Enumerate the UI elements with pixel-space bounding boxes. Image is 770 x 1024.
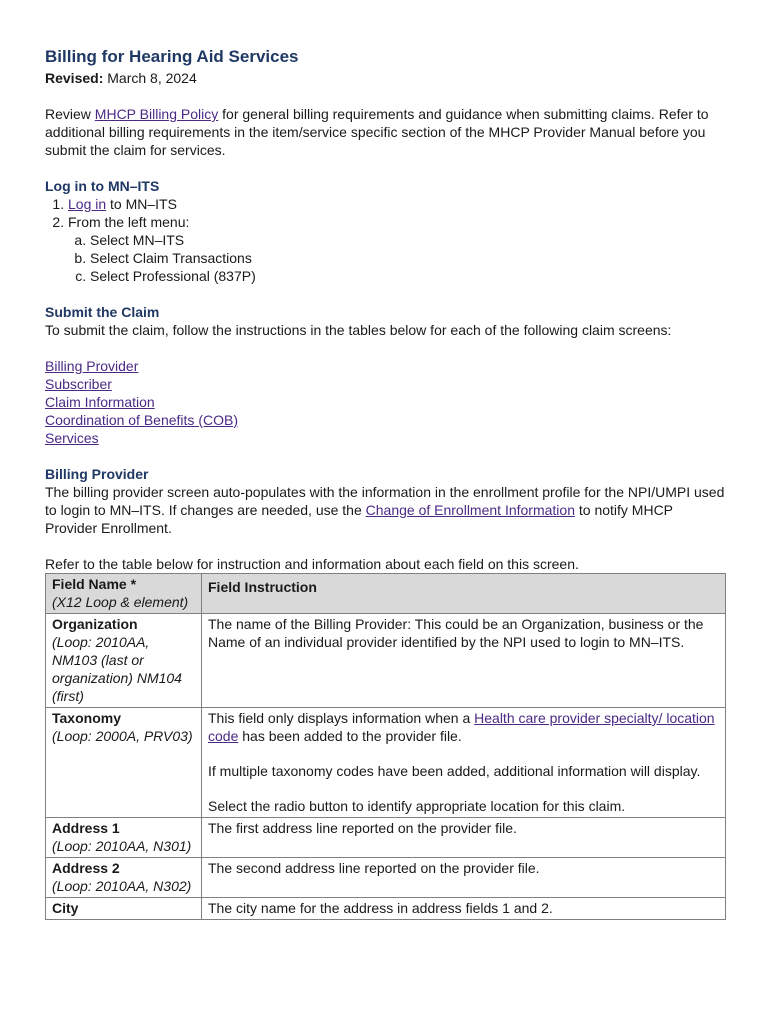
claim-screen-links (45, 357, 725, 447)
taxonomy-text-pre: This field only displays information when a (208, 710, 475, 726)
login-step-1 (68, 195, 725, 213)
field-instruction-cell: The first address line reported on the provider file. (202, 818, 726, 858)
field-instruction-cell: The second address line reported on the provider file. (202, 858, 726, 898)
field-name: Address 2 (52, 860, 120, 876)
field-name-cell (46, 708, 202, 818)
intro-text-pre: Review (45, 106, 95, 122)
field-name-cell (46, 818, 202, 858)
field-name: Taxonomy (52, 710, 121, 726)
table-row (46, 818, 726, 858)
subscriber-link[interactable]: Subscriber (45, 376, 112, 392)
field-name: City (52, 900, 79, 916)
services-link[interactable]: Services (45, 430, 99, 446)
mhcp-billing-policy-link[interactable]: MHCP Billing Policy (94, 106, 219, 122)
intro-paragraph (45, 105, 725, 159)
field-instruction-cell: The city name for the address in address fields 1 and 2. (202, 898, 726, 920)
table-row (46, 614, 726, 708)
revised-label: Revised: (45, 70, 104, 86)
revised-date: March 8, 2024 (107, 70, 197, 86)
field-name-header-label: Field Name * (52, 576, 137, 592)
billing-provider-text-pre: The billing provider screen auto-populates with the information in the enrollment profile for the NPI/UMPI used to login to MN–ITS. If changes are needed, use the (45, 484, 725, 518)
field-loop: (Loop: 2000A, PRV03) (52, 728, 193, 744)
field-instruction-header: Field Instruction (202, 574, 726, 614)
table-header-row (46, 574, 726, 614)
log-in-link[interactable]: Log in (68, 196, 107, 212)
field-name-header (46, 574, 202, 614)
page-title: Billing for Hearing Aid Services (45, 47, 299, 66)
revised-line (45, 69, 725, 87)
taxonomy-text-post: has been added to the provider file. (238, 728, 462, 744)
billing-provider-text-post: to notify MHCP Provider Enrollment. (45, 502, 673, 536)
submit-heading: Submit the Claim (45, 304, 160, 320)
field-name-header-loop: (X12 Loop & element) (52, 594, 189, 610)
field-name-cell (46, 898, 202, 920)
field-name-cell (46, 858, 202, 898)
claim-information-link[interactable]: Claim Information (45, 394, 155, 410)
login-substep: c. Select Professional (837P) (90, 267, 725, 285)
billing-provider-paragraph (45, 483, 725, 537)
field-table (45, 573, 726, 920)
billing-provider-link[interactable]: Billing Provider (45, 358, 139, 374)
intro-text-post: for general billing requirements and guidance when submitting claims. Refer to additional billing requirements in the item/service specific section of the MHCP Provider Manual before you submit the claim for services. (45, 106, 709, 158)
login-step-2 (68, 213, 725, 285)
login-step-2-text: From the left menu: (68, 214, 190, 230)
login-step-1-text: to MN–ITS (106, 196, 177, 212)
login-substep: a. Select MN–ITS (90, 231, 725, 249)
table-intro: Refer to the table below for instruction and information about each field on this screen. (45, 556, 579, 572)
field-name-cell (46, 614, 202, 708)
field-instruction-cell (202, 708, 726, 818)
field-loop: (Loop: 2010AA, N301) (52, 838, 192, 854)
table-row (46, 898, 726, 920)
change-of-enrollment-link[interactable]: Change of Enrollment Information (365, 502, 575, 518)
submit-text: To submit the claim, follow the instructions in the tables below for each of the following claim screens: (45, 322, 672, 338)
field-name: Organization (52, 616, 138, 632)
field-loop: (Loop: 2010AA, N302) (52, 878, 192, 894)
field-loop: (Loop: 2010AA, NM103 (last or organization) NM104 (first) (52, 634, 182, 704)
login-substeps (68, 231, 725, 285)
provider-specialty-link[interactable]: Health care provider specialty/ location code (208, 710, 715, 744)
taxonomy-instruction-2: If multiple taxonomy codes have been added, additional information will display. (208, 763, 701, 779)
taxonomy-instruction-3: Select the radio button to identify appropriate location for this claim. (208, 798, 626, 814)
table-row (46, 858, 726, 898)
taxonomy-instruction-1 (208, 709, 719, 745)
login-steps (45, 195, 725, 285)
field-instruction-cell: The name of the Billing Provider: This could be an Organization, business or the Name of an individual provider identified by the NPI used to login to MN–ITS. (202, 614, 726, 708)
login-substep: b. Select Claim Transactions (90, 249, 725, 267)
login-heading: Log in to MN–ITS (45, 178, 160, 194)
billing-provider-heading: Billing Provider (45, 466, 149, 482)
field-name: Address 1 (52, 820, 120, 836)
table-row (46, 708, 726, 818)
cob-link[interactable]: Coordination of Benefits (COB) (45, 412, 238, 428)
